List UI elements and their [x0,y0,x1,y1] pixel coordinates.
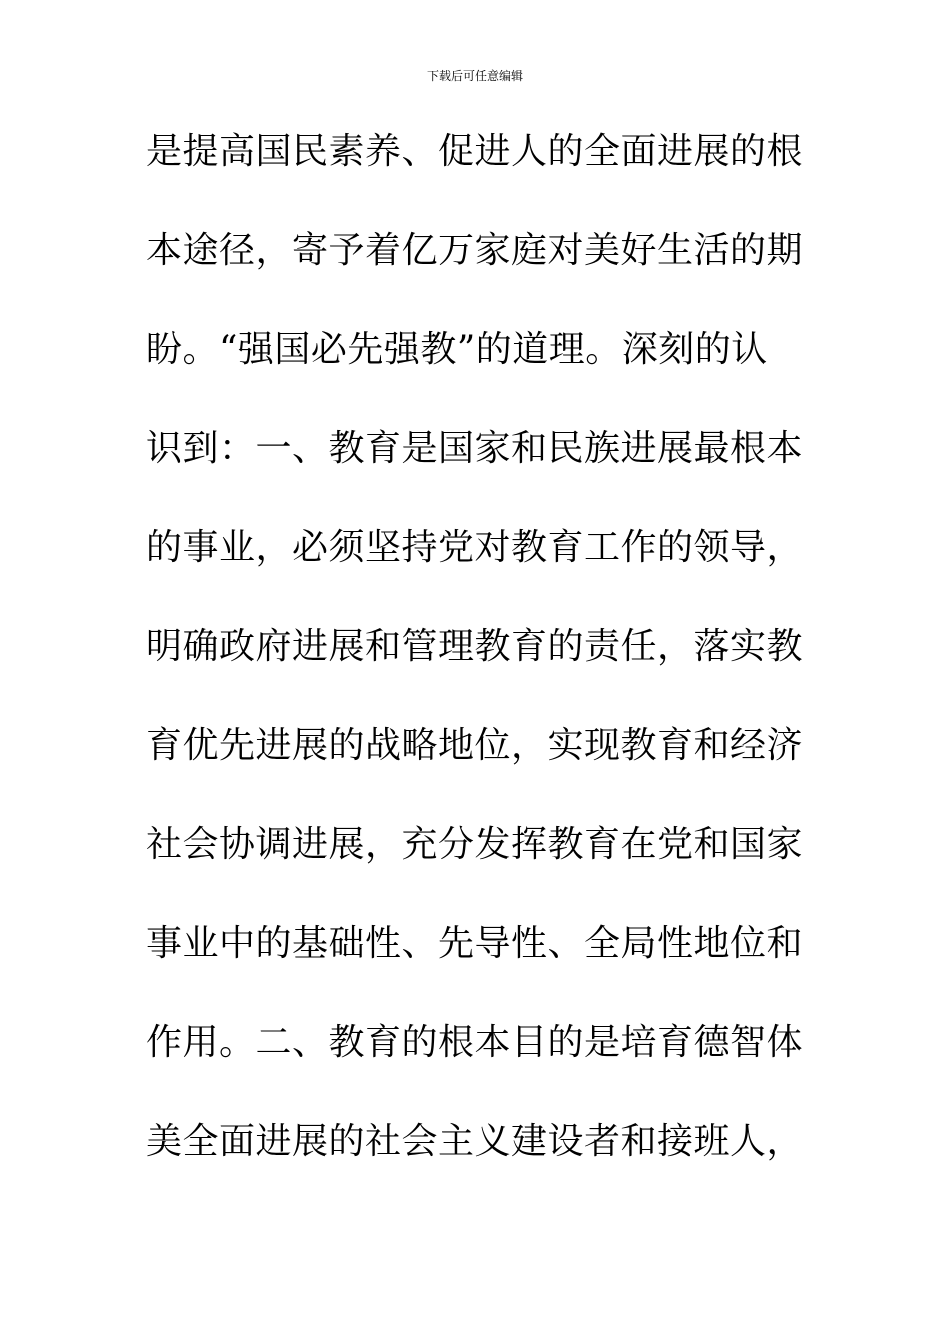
text-line: 美全面进展的社会主义建设者和接班人， [146,1121,804,1162]
text-line: 明确政府进展和管理教育的责任，落实教 [146,626,804,667]
text-line: 的事业，必须坚持党对教育工作的领导， [146,527,804,568]
text-line: 盼。“强国必先强教”的道理。深刻的认 [146,329,768,370]
text-line: 事业中的基础性、先导性、全局性地位和 [146,923,804,964]
text-line: 社会协调进展，充分发挥教育在党和国家 [146,824,804,865]
header-note: 下载后可任意编辑 [426,69,523,83]
text-line: 作用。二、教育的根本目的是培育德智体 [146,1022,804,1063]
text-line: 识到：一、教育是国家和民族进展最根本 [146,428,804,469]
body-paragraph [146,124,826,1213]
text-line: 是提高国民素养、促进人的全面进展的根 [146,131,804,172]
text-line: 本途径，寄予着亿万家庭对美好生活的期 [146,230,804,271]
text-line: 育优先进展的战略地位，实现教育和经济 [146,725,804,766]
